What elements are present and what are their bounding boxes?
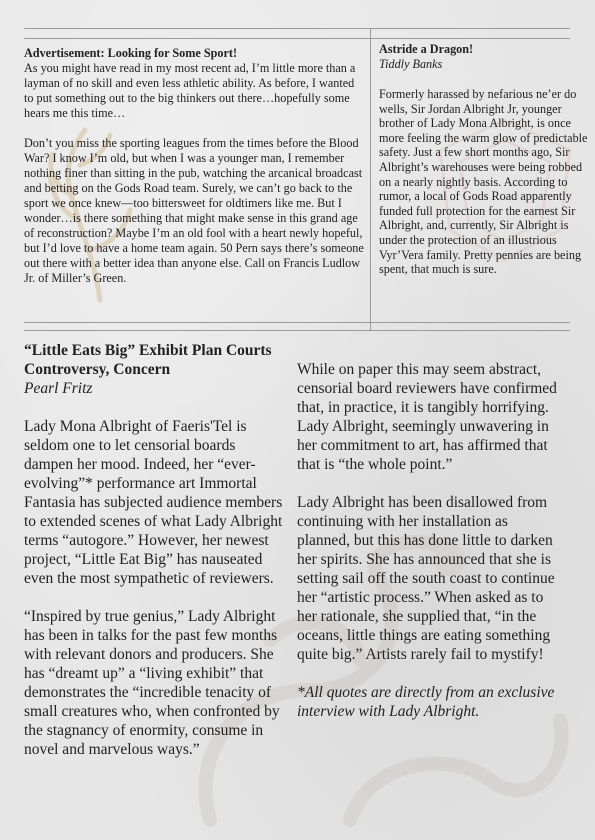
- dragon-body: Formerly harassed by nefarious ne’er do wells, Sir Jordan Albright Jr, younger brother of Lady Mona Albright, is once more feeling the warm glow of predictable safety. Just a few short months ago, Sir Albright’s warehouses were being robbed on a nearly nightly basis. According to rumor, a local of Gods Road apparently funded full protection for the earnest Sir Albright, and, currently, Sir Albright is under the protection of an illustrious Vyr’Vera family. Pretty pennies are being spent, that much is sure.: [379, 87, 588, 277]
- column-divider: [370, 28, 371, 330]
- ad-headline: Advertisement: Looking for Some Sport!: [24, 46, 238, 60]
- dragon-byline: Tiddly Banks: [379, 57, 443, 71]
- main-byline: Pearl Fritz: [24, 380, 93, 397]
- main-article-column-1: [24, 341, 284, 759]
- dragon-headline: Astride a Dragon!: [379, 42, 474, 56]
- main-body-column-1: Lady Mona Albright of Faeris'Tel is seldom one to let censorial boards dampen her mood. Indeed, her “ever-evolving”* performance art Immortal Fantasia has subjected audience members to extended scenes of what Lady Albright terms “autogore.” However, her newest project, “Little Eat Big” has nauseated even the most sympathetic of reviewers. “Inspired by true genius,” Lady Albright has been in talks for the past few months with relevant donors and producers. She has “dreamt up” a “living exhibit” that demonstrates the “incredible tenacity of small creatures who, when confronted by the stagnancy of enormity, consume in novel and marvelous ways.”: [24, 418, 283, 758]
- main-headline: “Little Eats Big” Exhibit Plan Courts Controversy, Concern: [24, 342, 272, 378]
- mid-rule: [24, 322, 570, 323]
- main-footnote: *All quotes are directly from an exclusive interview with Lady Albright.: [297, 684, 555, 720]
- ad-body: As you might have read in my most recent ad, I’m little more than a layman of no skill and even less athletic ability. As before, I wanted to put something out to the big thinkers out there…hopefully some hears me this time… Don’t you miss the sporting leagues from the times before the Blood War? I know I’m old, but when I was a younger man, I remember nothing finer than sitting in the pub, watching the arcanical broadcast and betting on the Gods Road team. Surely, we can’t go back to the sport we once knew—too bittersweet for oldtimers like me. But I wonder…is there something that might make sense in this grand age of reconstruction? Maybe I’m an old fool with a heart newly hopeful, but I’d love to have a home team again. 50 Pern says there’s someone out there with a better idea than anyone else. Call on Francis Ludlow Jr. of Miller’s Green.: [24, 61, 364, 285]
- dragon-article: [379, 42, 591, 277]
- top-rule: [24, 28, 570, 29]
- mid-rule-2: [24, 330, 570, 331]
- main-article-column-2: [297, 360, 559, 721]
- top-rule-2: [24, 38, 570, 39]
- advertisement-article: [24, 45, 364, 286]
- main-body-column-2: While on paper this may seem abstract, censorial board reviewers have confirmed that, in practice, it is tangibly horrifying. Lady Albright, seemingly unwavering in her commitment to art, has affirmed that that is “the whole point.” Lady Albright has been disallowed from continuing with her installation as planned, but this has done little to darken her spirits. She has announced that she is setting sail off the south coast to continue her “artistic process.” When asked as to her rationale, she supplied that, “in the oceans, little things are eating something quite big.” Artists rarely fail to mystify!: [297, 361, 557, 663]
